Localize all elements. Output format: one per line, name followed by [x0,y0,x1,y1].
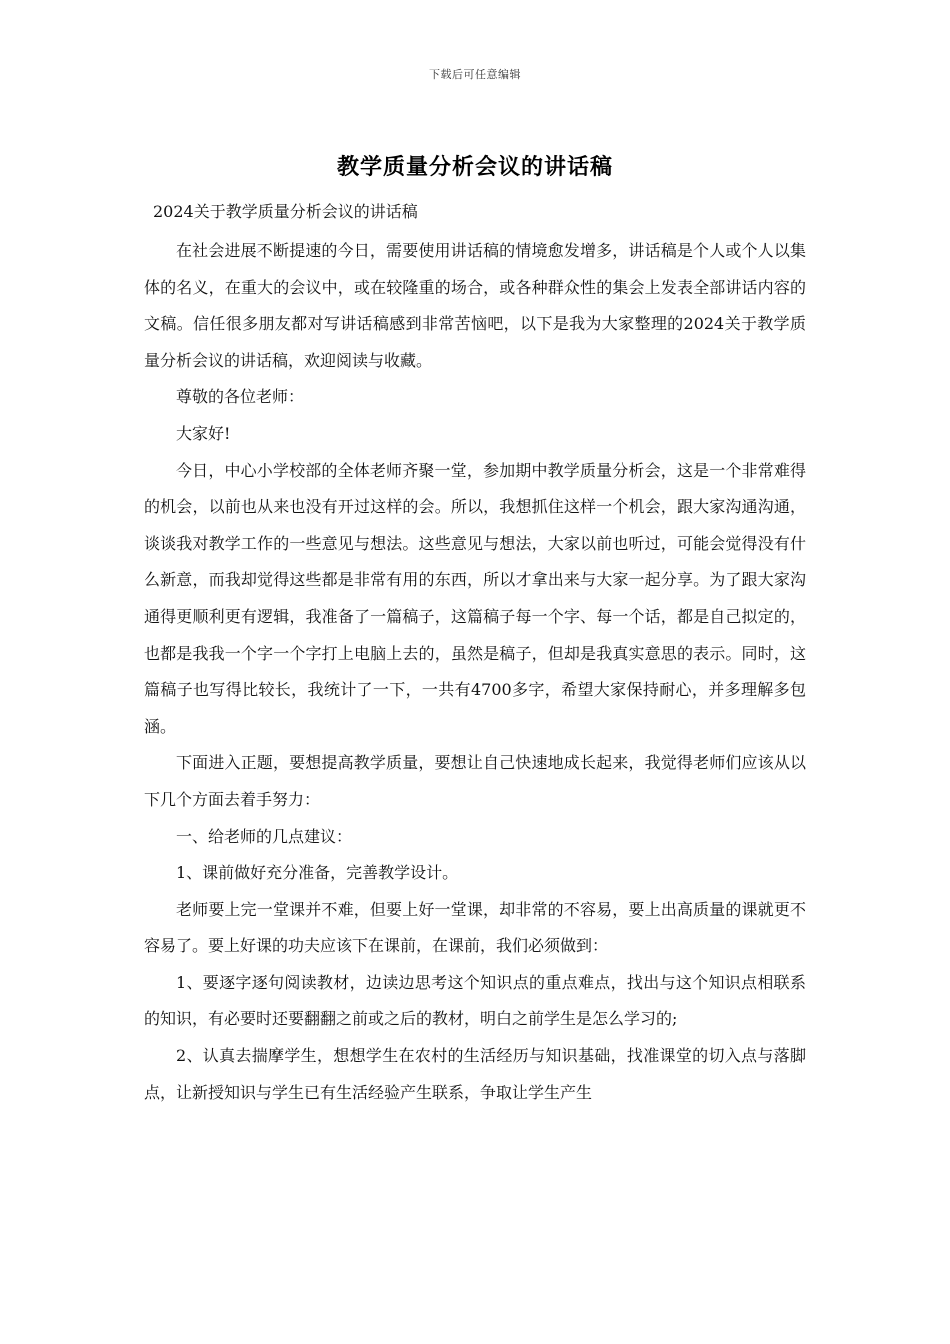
paragraph-salutation: 尊敬的各位老师： [176,387,305,407]
paragraph-greeting: 大家好! [176,423,231,443]
document-title: 教学质量分析会议的讲话稿 [336,154,613,180]
document-subtitle: 2024关于教学质量分析会议的讲话稿 [153,202,418,221]
paragraph-point-1: 1、课前做好充分准备，完善教学设计。 [176,863,459,883]
paragraph-topic: 下面进入正题，要想提高教学质量，要想让自己快速地成长起来，我觉得老师们应该从以下几个方面去着手努力： [144,753,806,809]
paragraph-item-2: 2、认真去揣摩学生，想想学生在农村的生活经历与知识基础，找准课堂的切入点与落脚点，让新授知识与学生已有生活经验产生联系，争取让学生产生 [144,1046,806,1102]
paragraph-lesson-prep: 老师要上完一堂课并不难，但要上好一堂课，却非常的不容易，要上出高质量的课就更不容易了。要上好课的功夫应该下在课前，在课前，我们必须做到： [144,899,806,956]
header-note: 下载后可任意编辑 [429,68,521,81]
paragraph-intro: 在社会进展不断提速的今日，需要使用讲话稿的情境愈发增多，讲话稿是个人或个人以集体的名义，在重大的会议中，或在较隆重的场合，或各种群众性的集会上发表全部讲话内容的文稿。信任很多朋友都对写讲话稿感到非常苦恼吧，以下是我为大家整理的2024关于教学质量分析会议的讲话稿，欢迎阅读与收藏。 [144,241,806,370]
document-body [144,233,806,1111]
paragraph-item-1: 1、要逐字逐句阅读教材，边读边思考这个知识点的重点难点，找出与这个知识点相联系的知识，有必要时还要翻翻之前或之后的教材，明白之前学生是怎么学习的; [144,972,806,1029]
paragraph-opening: 今日，中心小学校部的全体老师齐聚一堂，参加期中教学质量分析会，这是一个非常难得的机会，以前也从来也没有开过这样的会。所以，我想抓住这样一个机会，跟大家沟通沟通，谈谈我对教学工作的一些意见与想法。这些意见与想法，大家以前也听过，可能会觉得没有什么新意，而我却觉得这些都是非常有用的东西，所以才拿出来与大家一起分享。为了跟大家沟通得更顺利更有逻辑，我准备了一篇稿子，这篇稿子每一个字、每一个话，都是自己拟定的，也都是我我一个字一个字打上电脑上去的，虽然是稿子，但却是我真实意思的表示。同时，这篇稿子也写得比较长，我统计了一下，一共有4700多字，希望大家保持耐心，并多理解多包涵。 [144,460,806,736]
paragraph-section-heading: 一、给老师的几点建议： [176,826,353,846]
